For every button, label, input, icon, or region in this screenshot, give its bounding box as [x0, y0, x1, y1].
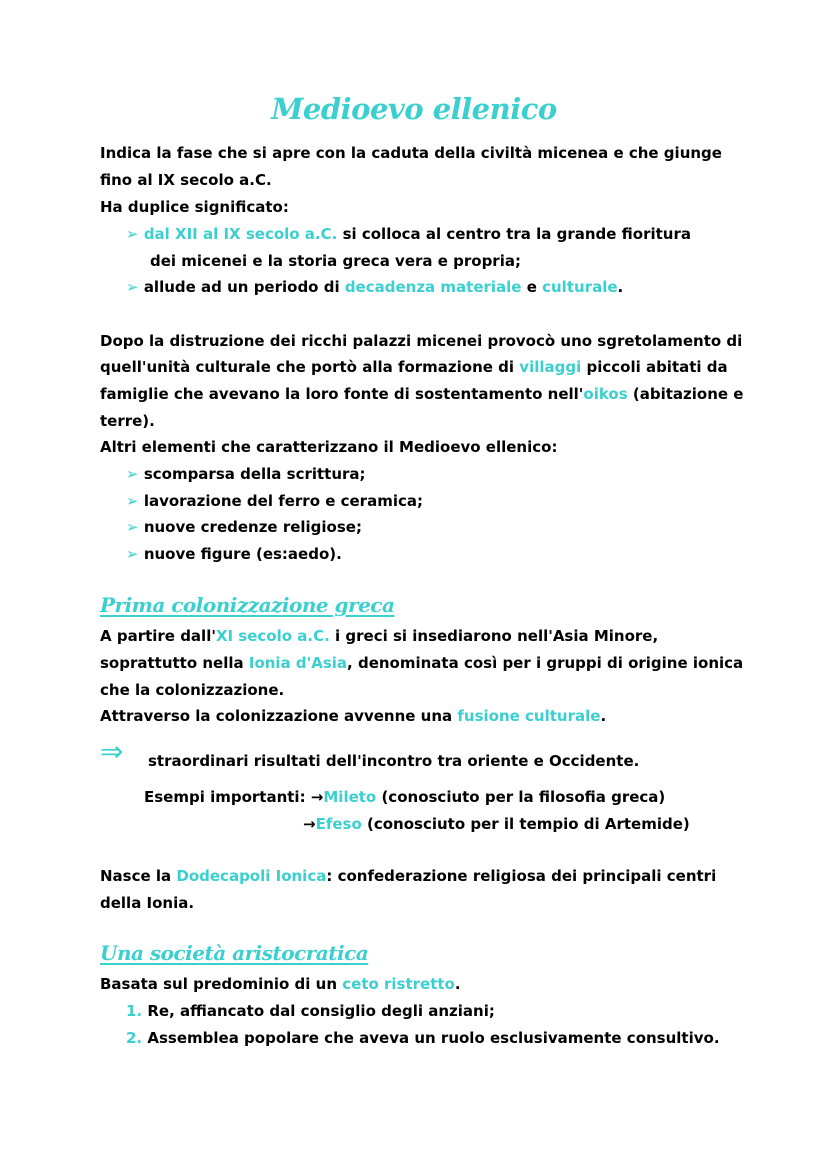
section2-line-2 — [100, 653, 743, 673]
highlight-culturale: culturale — [542, 278, 618, 296]
meaning-2-text: allude ad un periodo di — [143, 278, 345, 296]
section2-line-4-post: . — [600, 707, 607, 725]
highlight-dodecapoli: Dodecapoli Ionica — [176, 867, 327, 885]
item-text: Re, affiancato dal consiglio degli anziani; — [147, 1002, 495, 1020]
meaning-2-connector: e — [521, 278, 543, 296]
para2-line-3-pre: famiglie che avevano la loro fonte di sostentamento nell' — [100, 385, 584, 403]
para2-line-1: Dopo la distruzione dei ricchi palazzi micenei provocò uno sgretolamento di — [100, 332, 743, 350]
section3-line-1-pre: Basata sul predominio di un — [100, 975, 343, 993]
section2-line-4 — [100, 706, 606, 726]
highlight-xi-secolo: XI secolo a.C. — [215, 627, 330, 645]
intro-line-2: fino al IX secolo a.C. — [100, 171, 272, 189]
highlight-decadenza: decadenza materiale — [344, 278, 522, 296]
arrowhead-bullet-icon: ➢ — [126, 225, 139, 243]
examples-label: Esempi importanti: — [144, 788, 311, 806]
para2-line-5: Altri elementi che caratterizzano il Medioevo ellenico: — [100, 438, 558, 456]
item-number: 2. — [126, 1029, 143, 1047]
arrowhead-bullet-icon: ➢ — [126, 545, 139, 563]
para2-line-2-pre: quell'unità culturale che portò alla formazione di — [100, 358, 520, 376]
highlight-oikos: oikos — [583, 385, 628, 403]
meaning-bullet-1 — [126, 224, 691, 244]
section-heading-colonizzazione: Prima colonizzazione greca — [100, 593, 395, 617]
example-efeso — [303, 814, 690, 834]
highlight-period: dal XII al IX secolo a.C. — [143, 225, 338, 243]
intro-line-1: Indica la fase che si apre con la caduta della civiltà micenea e che giunge — [100, 144, 722, 162]
intro-line-3: Ha duplice significato: — [100, 198, 289, 216]
element-text: lavorazione del ferro e ceramica; — [143, 492, 423, 510]
element-text: nuove credenze religiose; — [143, 518, 362, 536]
highlight-ceto: ceto ristretto — [342, 975, 455, 993]
element-item — [126, 464, 366, 484]
section2-line-3: che la colonizzazione. — [100, 681, 285, 699]
highlight-fusione: fusione culturale — [457, 707, 601, 725]
section3-line-1 — [100, 974, 461, 994]
section2-line-2-post: , denominata così per i gruppi di origine ionica — [347, 654, 744, 672]
section2-line-1 — [100, 626, 658, 646]
numbered-item — [126, 1001, 495, 1021]
meaning-1-text: si colloca al centro tra la grande fioritura — [337, 225, 692, 243]
section2-line-4-pre: Attraverso la colonizzazione avvenne una — [100, 707, 458, 725]
example-mileto — [144, 787, 665, 807]
highlight-villaggi: villaggi — [519, 358, 582, 376]
page-title: Medioevo ellenico — [271, 92, 557, 126]
dodecapoli-line-2: della Ionia. — [100, 894, 195, 912]
element-text: scomparsa della scrittura; — [143, 465, 366, 483]
item-number: 1. — [126, 1002, 143, 1020]
item-text: Assemblea popolare che aveva un ruolo esclusivamente consultivo. — [147, 1029, 720, 1047]
element-item — [126, 517, 362, 537]
section2-line-2-pre: soprattutto nella — [100, 654, 249, 672]
meaning-bullet-1-cont: dei micenei e la storia greca vera e propria; — [150, 252, 521, 270]
example-mileto-desc: (conosciuto per la filosofia greca) — [376, 788, 666, 806]
right-arrow-icon: → — [303, 815, 316, 833]
dodecapoli-pre: Nasce la — [100, 867, 177, 885]
arrowhead-bullet-icon: ➢ — [126, 278, 139, 296]
para2-line-3-post: (abitazione e — [627, 385, 744, 403]
dodecapoli-line-1 — [100, 866, 716, 886]
arrowhead-bullet-icon: ➢ — [126, 492, 139, 510]
numbered-item — [126, 1028, 720, 1048]
para2-line-4: terre). — [100, 412, 155, 430]
section-heading-societa: Una società aristocratica — [100, 941, 369, 965]
highlight-ionia: Ionia d'Asia — [248, 654, 348, 672]
highlight-mileto: Mileto — [323, 788, 377, 806]
section2-line-1-post: i greci si insediarono nell'Asia Minore, — [329, 627, 659, 645]
example-efeso-desc: (conosciuto per il tempio di Artemide) — [361, 815, 690, 833]
highlight-efeso: Efeso — [315, 815, 362, 833]
para2-line-2-post: piccoli abitati da — [581, 358, 728, 376]
implies-arrow-icon: ⇒ — [100, 735, 124, 768]
section2-line-1-pre: A partire dall' — [100, 627, 216, 645]
arrowhead-bullet-icon: ➢ — [126, 518, 139, 536]
element-item — [126, 491, 423, 511]
right-arrow-icon: → — [310, 788, 324, 806]
element-item — [126, 544, 342, 564]
meaning-2-end: . — [617, 278, 624, 296]
section3-line-1-post: . — [454, 975, 461, 993]
para2-line-3 — [100, 384, 743, 404]
meaning-bullet-2 — [126, 277, 623, 297]
dodecapoli-post: : confederazione religiosa dei principali centri — [326, 867, 717, 885]
result-line: straordinari risultati dell'incontro tra oriente e Occidente. — [148, 752, 640, 770]
para2-line-2 — [100, 357, 728, 377]
arrowhead-bullet-icon: ➢ — [126, 465, 139, 483]
element-text: nuove figure (es:aedo). — [143, 545, 342, 563]
